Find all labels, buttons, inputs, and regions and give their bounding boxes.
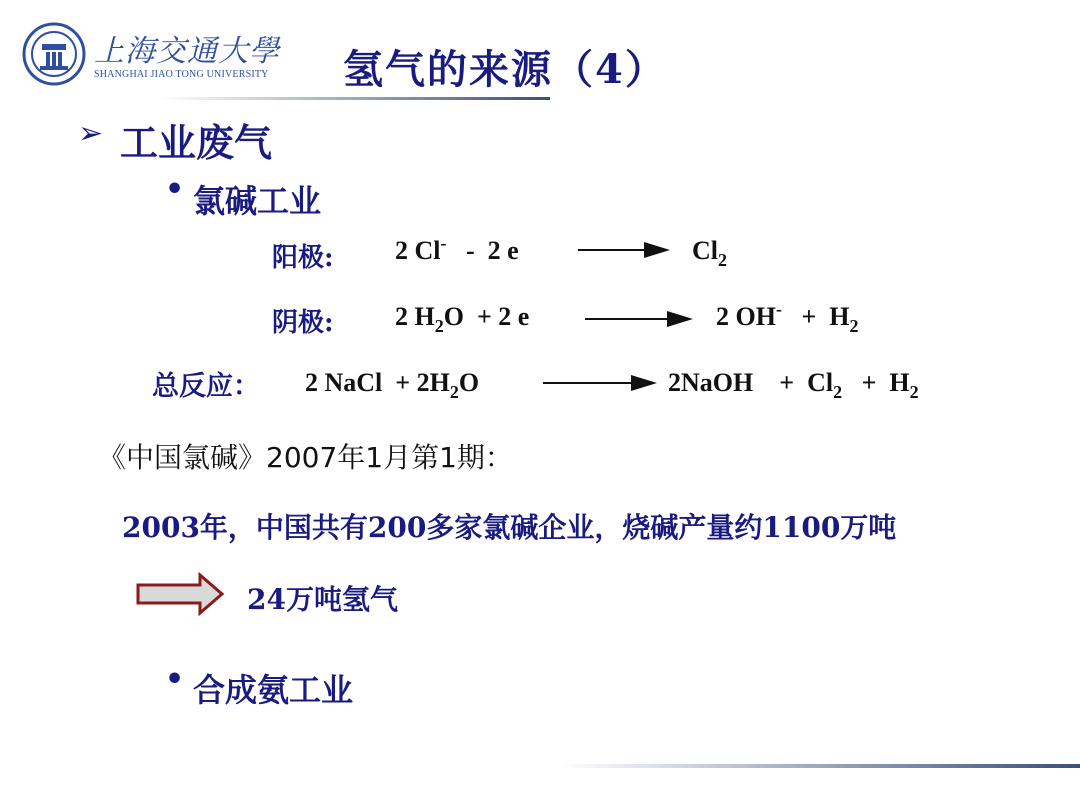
university-seal-icon: [22, 22, 86, 86]
logo-english-name: SHANGHAI JIAO TONG UNIVERSITY: [94, 69, 269, 80]
cathode-label: 阴极:: [272, 308, 334, 338]
anode-reactants: 2 Cl- - 2 e: [395, 233, 519, 265]
reaction-arrow: [543, 373, 657, 393]
source-citation: 《中国氯碱》2007年1月第1期：: [98, 441, 513, 474]
overall-label: 总反应：: [152, 371, 260, 402]
reaction-arrow: [585, 309, 693, 329]
title-underline: [160, 97, 550, 100]
overall-products: 2NaOH + $Cl_2$ + $H_2$: [668, 368, 919, 402]
page-title: 氢气的来源（4）: [343, 46, 667, 93]
bullet-dot: •: [165, 172, 185, 207]
bullet-dot: •: [165, 662, 185, 697]
cathode-reactants: 2 $H_2O + 2$ e: [395, 302, 530, 336]
result-arrow-icon: [134, 572, 226, 616]
overall-reactants: 2 NaCl + $2H_2O$: [305, 368, 480, 402]
section-heading: 工业废气: [120, 121, 273, 165]
hydrogen-result: 24万吨氢气: [247, 583, 398, 616]
item-chlor-alkali: 氯碱工业: [193, 182, 322, 220]
anode-product: $Cl_2$: [692, 236, 727, 270]
item-ammonia-synthesis: 合成氨工业: [193, 671, 354, 709]
cathode-products: 2 OH- + $H_2$: [716, 299, 859, 336]
reaction-arrow: [578, 240, 670, 260]
anode-label: 阳极:: [272, 243, 334, 273]
footer-line: [560, 764, 1080, 768]
section-bullet: ➢: [78, 117, 104, 150]
production-fact: 2003年，中国共有200多家氯碱企业，烧碱产量约1100万吨: [122, 511, 897, 544]
logo-chinese-name: 上海交通大學: [94, 34, 280, 69]
